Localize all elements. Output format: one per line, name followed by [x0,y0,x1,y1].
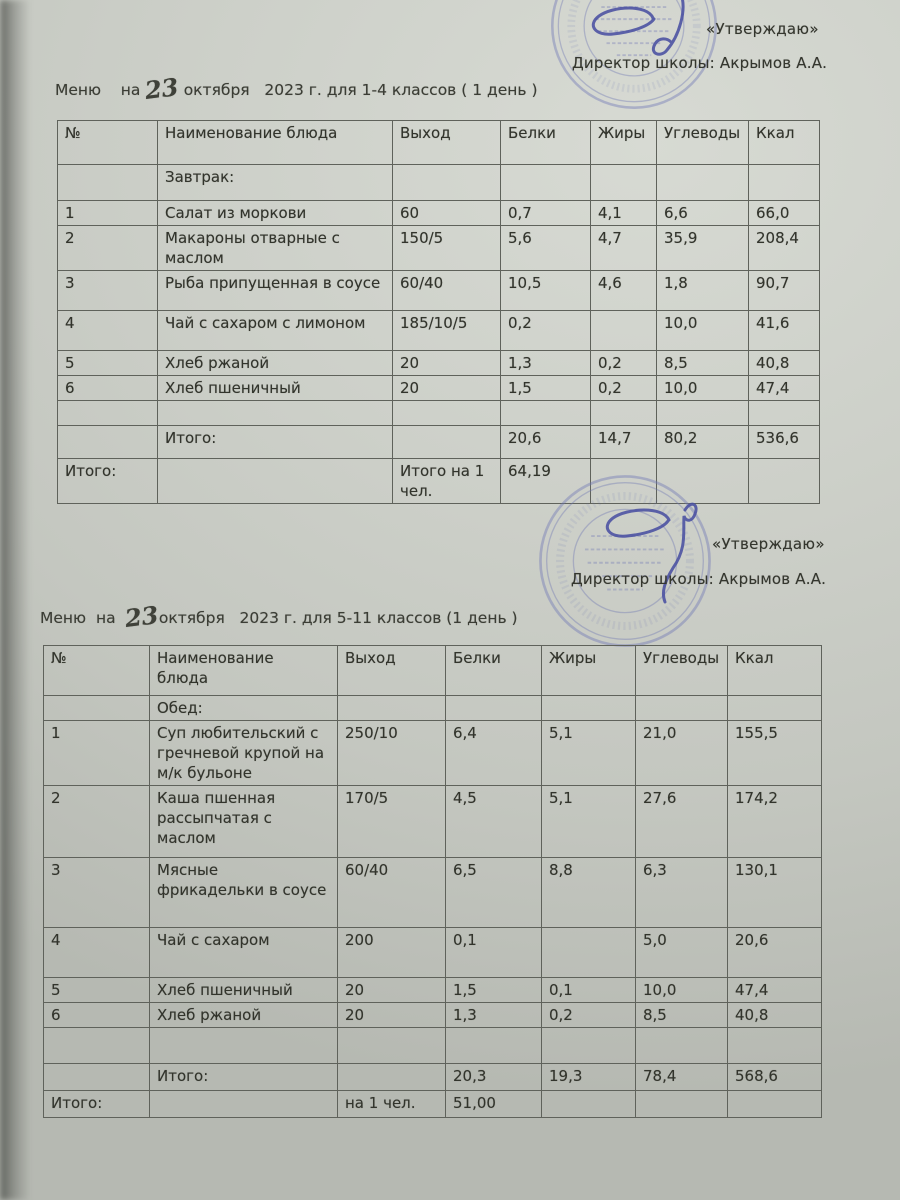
cell-carbs: 27,6 [636,786,728,858]
col-header-protein: Белки [446,646,542,696]
cell-carbs: 80,2 [657,426,749,459]
cell-fat [542,696,636,721]
cell-kcal: 536,6 [749,426,820,459]
cell-fat: 0,2 [591,376,657,401]
approval-label: «Утверждаю» [706,20,819,38]
cell-num: 6 [58,376,158,401]
cell-dish: Чай с сахаром [150,928,338,978]
cell-dish: Обед: [150,696,338,721]
cell-num: 4 [44,928,150,978]
cell-output: 200 [338,928,446,978]
cell-fat: 5,1 [542,786,636,858]
handwritten-date: 23 [143,72,181,105]
cell-num [44,1064,150,1091]
cell-carbs: 21,0 [636,721,728,786]
cell-dish: Каша пшенная рассыпчатая с маслом [150,786,338,858]
cell-kcal: 20,6 [728,928,822,978]
cell-dish: Мясные фрикадельки в соусе [150,858,338,928]
cell-output: 60 [393,201,501,226]
table-row [58,459,820,504]
cell-output: 60/40 [393,271,501,311]
cell-protein [446,1028,542,1064]
cell-fat: 19,3 [542,1064,636,1091]
director-signature [585,494,707,612]
cell-kcal [728,1028,822,1064]
table-row [58,271,820,311]
cell-dish [150,1091,338,1118]
table-row [58,351,820,376]
cell-output [338,1064,446,1091]
cell-fat: 0,2 [542,1003,636,1028]
cell-dish: Итого: [150,1064,338,1091]
table-row [44,1091,822,1118]
col-header-fat: Жиры [591,121,657,165]
section-label-row [58,165,820,201]
approval-label: «Утверждаю» [712,535,825,553]
cell-protein: 0,1 [446,928,542,978]
col-header-carbs: Углеводы [636,646,728,696]
cell-protein: 1,5 [446,978,542,1003]
cell-output: 185/10/5 [393,311,501,351]
cell-output: 20 [393,376,501,401]
menu-table-1-4 [57,120,820,504]
cell-carbs: 5,0 [636,928,728,978]
cell-output: 20 [338,1003,446,1028]
cell-num [58,426,158,459]
cell-dish: Макароны отварные с маслом [158,226,393,271]
header-row [58,121,820,165]
table-row [58,401,820,426]
cell-protein: 6,4 [446,721,542,786]
menu-title-prefix: Меню на [40,609,126,627]
table-row [44,1003,822,1028]
cell-output [393,165,501,201]
cell-output [338,1028,446,1064]
cell-protein: 6,5 [446,858,542,928]
cell-protein: 0,2 [501,311,591,351]
cell-kcal: 47,4 [728,978,822,1003]
cell-kcal: 174,2 [728,786,822,858]
cell-output: 250/10 [338,721,446,786]
cell-carbs [636,696,728,721]
cell-dish: Рыба припущенная в соусе [158,271,393,311]
cell-dish: Хлеб ржаной [158,351,393,376]
cell-fat: 4,7 [591,226,657,271]
cell-carbs: 78,4 [636,1064,728,1091]
cell-protein [501,165,591,201]
cell-kcal [749,401,820,426]
cell-dish: Итого: [158,426,393,459]
cell-fat [591,311,657,351]
cell-carbs: 8,5 [636,1003,728,1028]
handwritten-date: 23 [123,600,161,633]
photo-edge-shadow [0,0,30,1200]
cell-num: Итого: [58,459,158,504]
cell-carbs [657,401,749,426]
cell-num [44,1028,150,1064]
cell-num: 2 [58,226,158,271]
cell-num: 1 [44,721,150,786]
cell-protein: 1,5 [501,376,591,401]
cell-output: 20 [338,978,446,1003]
menu-title-prefix: Меню на [55,81,146,99]
cell-protein: 1,3 [501,351,591,376]
cell-fat: 4,6 [591,271,657,311]
table-row [58,311,820,351]
cell-carbs: 35,9 [657,226,749,271]
cell-num: 3 [44,858,150,928]
cell-dish [150,1028,338,1064]
cell-kcal [749,165,820,201]
cell-kcal: 208,4 [749,226,820,271]
cell-carbs: 10,0 [636,978,728,1003]
col-header-num: № [44,646,150,696]
cell-fat [542,1028,636,1064]
cell-kcal: 90,7 [749,271,820,311]
cell-output: 20 [393,351,501,376]
col-header-num: № [58,121,158,165]
col-header-fat: Жиры [542,646,636,696]
cell-num: Итого: [44,1091,150,1118]
table-row [58,376,820,401]
cell-fat [591,401,657,426]
cell-kcal: 47,4 [749,376,820,401]
cell-protein: 10,5 [501,271,591,311]
cell-protein [501,401,591,426]
director-line: Директор школы: Акрымов А.А. [572,54,828,72]
cell-carbs: 10,0 [657,376,749,401]
cell-num [58,401,158,426]
col-header-carbs: Углеводы [657,121,749,165]
cell-num: 2 [44,786,150,858]
cell-protein: 4,5 [446,786,542,858]
cell-dish [158,459,393,504]
cell-output: 150/5 [393,226,501,271]
cell-output [338,696,446,721]
cell-dish [158,401,393,426]
cell-kcal: 66,0 [749,201,820,226]
table-row [58,426,820,459]
col-header-dish: Наименование блюда [158,121,393,165]
cell-fat [542,1091,636,1118]
cell-kcal [728,696,822,721]
table-row [44,978,822,1003]
cell-dish: Хлеб пшеничный [150,978,338,1003]
cell-dish: Суп любительский с гречневой крупой на м/к бульоне [150,721,338,786]
col-header-kcal: Ккал [728,646,822,696]
cell-kcal: 40,8 [749,351,820,376]
cell-protein: 64,19 [501,459,591,504]
cell-dish: Салат из моркови [158,201,393,226]
col-header-protein: Белки [501,121,591,165]
cell-carbs: 10,0 [657,311,749,351]
cell-kcal [728,1091,822,1118]
cell-carbs: 1,8 [657,271,749,311]
cell-fat: 8,8 [542,858,636,928]
cell-carbs: 8,5 [657,351,749,376]
cell-num: 4 [58,311,158,351]
cell-carbs [657,165,749,201]
cell-kcal: 130,1 [728,858,822,928]
table-row [44,928,822,978]
menu-table-5-11 [43,645,822,1118]
cell-output [393,426,501,459]
cell-protein: 20,3 [446,1064,542,1091]
cell-num [44,696,150,721]
menu-title-1-4 [55,72,538,105]
cell-output: на 1 чел. [338,1091,446,1118]
cell-fat [591,165,657,201]
cell-fat: 0,1 [542,978,636,1003]
cell-fat [591,459,657,504]
cell-protein: 20,6 [501,426,591,459]
cell-dish: Хлеб ржаной [150,1003,338,1028]
cell-fat: 0,2 [591,351,657,376]
table-row [58,226,820,271]
cell-fat: 5,1 [542,721,636,786]
table-row [44,1028,822,1064]
col-header-kcal: Ккал [749,121,820,165]
cell-num: 5 [58,351,158,376]
col-header-output: Выход [338,646,446,696]
col-header-dish: Наименование блюда [150,646,338,696]
cell-carbs [636,1091,728,1118]
menu-title-suffix: октября 2023 г. для 5-11 классов (1 день ) [158,609,518,627]
cell-carbs: 6,6 [657,201,749,226]
menu-title-5-11 [40,600,518,633]
menu-title-suffix: октября 2023 г. для 1-4 классов ( 1 день ) [178,81,538,99]
cell-protein: 1,3 [446,1003,542,1028]
cell-output: Итого на 1 чел. [393,459,501,504]
cell-output: 170/5 [338,786,446,858]
cell-output [393,401,501,426]
cell-fat: 14,7 [591,426,657,459]
cell-kcal [749,459,820,504]
cell-protein: 51,00 [446,1091,542,1118]
table-row [44,858,822,928]
cell-dish: Чай с сахаром с лимоном [158,311,393,351]
cell-carbs [657,459,749,504]
cell-dish: Хлеб пшеничный [158,376,393,401]
table-row [58,201,820,226]
cell-fat [542,928,636,978]
cell-kcal: 41,6 [749,311,820,351]
cell-num: 5 [44,978,150,1003]
cell-dish: Завтрак: [158,165,393,201]
cell-output: 60/40 [338,858,446,928]
cell-num: 1 [58,201,158,226]
table-row [44,786,822,858]
cell-kcal: 40,8 [728,1003,822,1028]
cell-protein: 0,7 [501,201,591,226]
cell-protein: 5,6 [501,226,591,271]
table-row [44,721,822,786]
cell-fat: 4,1 [591,201,657,226]
cell-protein [446,696,542,721]
cell-carbs [636,1028,728,1064]
cell-kcal: 155,5 [728,721,822,786]
header-row [44,646,822,696]
col-header-output: Выход [393,121,501,165]
director-line: Директор школы: Акрымов А.А. [571,570,827,588]
cell-num: 6 [44,1003,150,1028]
cell-num: 3 [58,271,158,311]
cell-num [58,165,158,201]
cell-kcal: 568,6 [728,1064,822,1091]
cell-carbs: 6,3 [636,858,728,928]
section-label-row [44,696,822,721]
table-row [44,1064,822,1091]
